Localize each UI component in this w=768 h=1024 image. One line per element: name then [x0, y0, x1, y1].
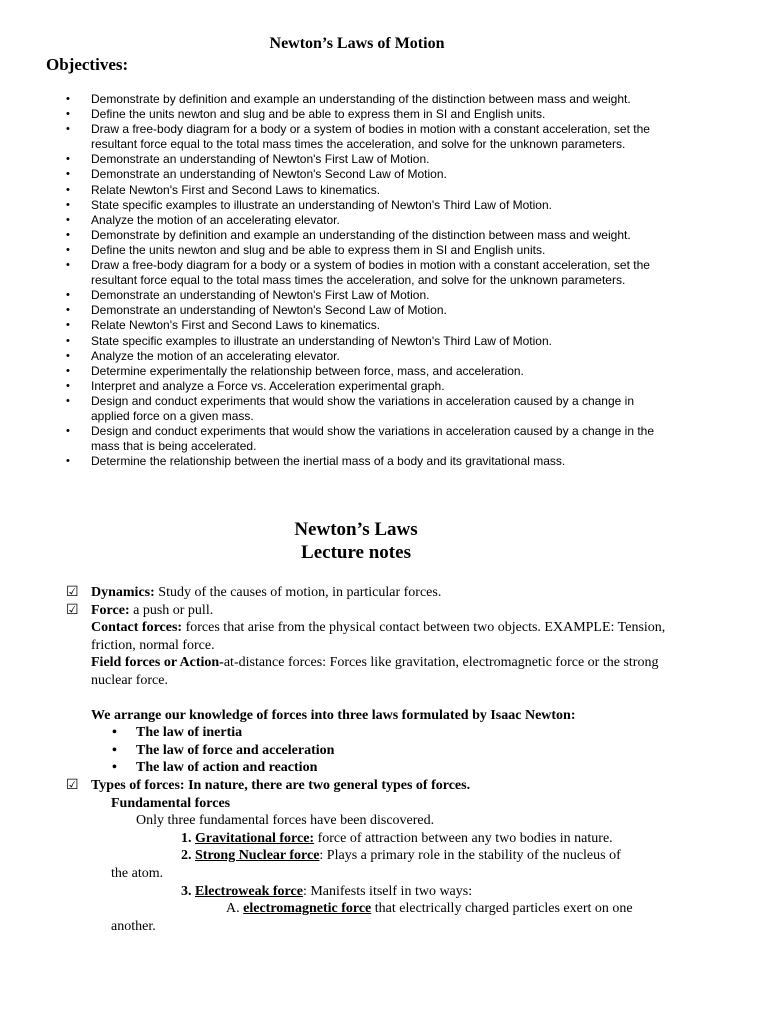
types-text: Types of forces: In nature, there are two general types of forces.: [91, 777, 471, 793]
law-item: • The law of action and reaction: [112, 759, 676, 777]
objective-item: • Demonstrate an understanding of Newton's Second Law of Motion.: [66, 167, 666, 182]
lecture-notes: [66, 584, 676, 935]
force-line: [66, 602, 676, 620]
objective-item: • Analyze the motion of an accelerating elevator.: [66, 213, 666, 228]
field-text: at-distance forces: Forces like gravitation, electromagnetic force or the strong nuclear force.: [91, 655, 659, 688]
objective-item: • Demonstrate by definition and example an understanding of the distinction between mass and weight.: [66, 92, 666, 107]
force-label: Force:: [91, 602, 130, 618]
document-title: Newton’s Laws of Motion: [269, 35, 445, 52]
objective-item: • State specific examples to illustrate an understanding of Newton's Third Law of Motion.: [66, 334, 666, 349]
checkbox-icon: ☑: [66, 585, 79, 600]
strong-label: Strong Nuclear force: [195, 848, 320, 864]
force-text: a push or pull.: [129, 602, 214, 618]
objective-item: • Demonstrate an understanding of Newton's First Law of Motion.: [66, 288, 666, 303]
ew-number: 3.: [181, 883, 195, 899]
ew-label: Electroweak force: [195, 883, 303, 899]
gravitational-item: [66, 830, 676, 848]
em-letter: A.: [226, 901, 244, 917]
objective-item: • Analyze the motion of an accelerating elevator.: [66, 349, 666, 364]
objective-item: • Demonstrate an understanding of Newton's Second Law of Motion.: [66, 303, 666, 318]
fundamental-heading: Fundamental forces: [111, 795, 231, 811]
dynamics-text: Study of the causes of motion, in particular forces.: [154, 585, 442, 600]
electroweak-item: [66, 883, 676, 901]
objective-item: • Demonstrate by definition and example an understanding of the distinction between mass and weight.: [66, 228, 666, 243]
contact-forces-paragraph: [66, 619, 676, 654]
lecture-title-line1: Newton’s Laws: [294, 519, 418, 540]
objective-item: • Relate Newton's First and Second Laws to kinematics.: [66, 183, 666, 198]
contact-label: Contact forces:: [91, 620, 183, 636]
objective-item: • Interpret and analyze a Force vs. Acceleration experimental graph.: [66, 379, 666, 394]
field-forces-paragraph: [66, 654, 676, 689]
strong-number: 2.: [181, 848, 195, 864]
dynamics-line: [66, 584, 676, 602]
field-label: Field forces or Action-: [91, 655, 224, 671]
grav-number: 1.: [181, 830, 195, 846]
arrange-text: We arrange our knowledge of forces into three laws formulated by Isaac Newton:: [91, 707, 576, 723]
types-line: [66, 777, 676, 795]
laws-list: [66, 724, 676, 777]
objective-item: • Design and conduct experiments that would show the variations in acceleration caused by a change in applied force on a given mass.: [66, 394, 666, 424]
law-item: • The law of force and acceleration: [112, 742, 676, 760]
lecture-title: [0, 518, 712, 564]
strong-nuclear-item: [66, 847, 676, 865]
law-item: • The law of inertia: [112, 724, 676, 742]
em-text: that electrically charged particles exert on one: [371, 901, 633, 917]
objective-item: • Demonstrate an understanding of Newton's First Law of Motion.: [66, 152, 666, 167]
objective-item: • Draw a free-body diagram for a body or a system of bodies in motion with a constant acceleration, set the resultant force equal to the total mass times the acceleration, and solve for the unknown parameters.: [66, 258, 666, 288]
grav-text: force of attraction between any two bodies in nature.: [314, 830, 613, 846]
contact-text: forces that arise from the physical contact between two objects. EXAMPLE: Tension, friction, normal force.: [91, 620, 666, 653]
fundamental-intro: Only three fundamental forces have been discovered.: [136, 813, 435, 829]
arrange-paragraph: [66, 707, 676, 725]
objective-item: • Relate Newton's First and Second Laws to kinematics.: [66, 318, 666, 333]
strong-nuclear-continuation: the atom.: [111, 865, 164, 881]
em-label: electromagnetic force: [243, 901, 372, 917]
objective-item: • Design and conduct experiments that would show the variations in acceleration caused by a change in the mass that is being accelerated.: [66, 424, 666, 454]
objective-item: • Define the units newton and slug and be able to express them in SI and English units.: [66, 107, 666, 122]
objective-item: • Define the units newton and slug and be able to express them in SI and English units.: [66, 243, 666, 258]
checkbox-icon: ☑: [66, 777, 79, 793]
objectives-list: [66, 92, 666, 469]
checkbox-icon: ☑: [66, 602, 79, 618]
objectives-heading: Objectives:: [46, 55, 129, 74]
electromagnetic-item: [66, 900, 676, 918]
ew-text: : Manifests itself in two ways:: [302, 883, 473, 899]
grav-label: Gravitational force:: [195, 830, 315, 846]
objective-item: • Determine the relationship between the inertial mass of a body and its gravitational mass.: [66, 454, 666, 469]
objective-item: • State specific examples to illustrate an understanding of Newton's Third Law of Motion.: [66, 198, 666, 213]
lecture-title-line2: Lecture notes: [301, 542, 411, 563]
strong-text: : Plays a primary role in the stability of the nucleus of: [319, 848, 621, 864]
dynamics-label: Dynamics:: [91, 585, 155, 600]
objective-item: • Determine experimentally the relationship between force, mass, and acceleration.: [66, 364, 666, 379]
objective-item: • Draw a free-body diagram for a body or a system of bodies in motion with a constant acceleration, set the resultant force equal to the total mass times the acceleration, and solve for the unknown parameters.: [66, 122, 666, 152]
electromagnetic-continuation: another.: [111, 918, 156, 934]
